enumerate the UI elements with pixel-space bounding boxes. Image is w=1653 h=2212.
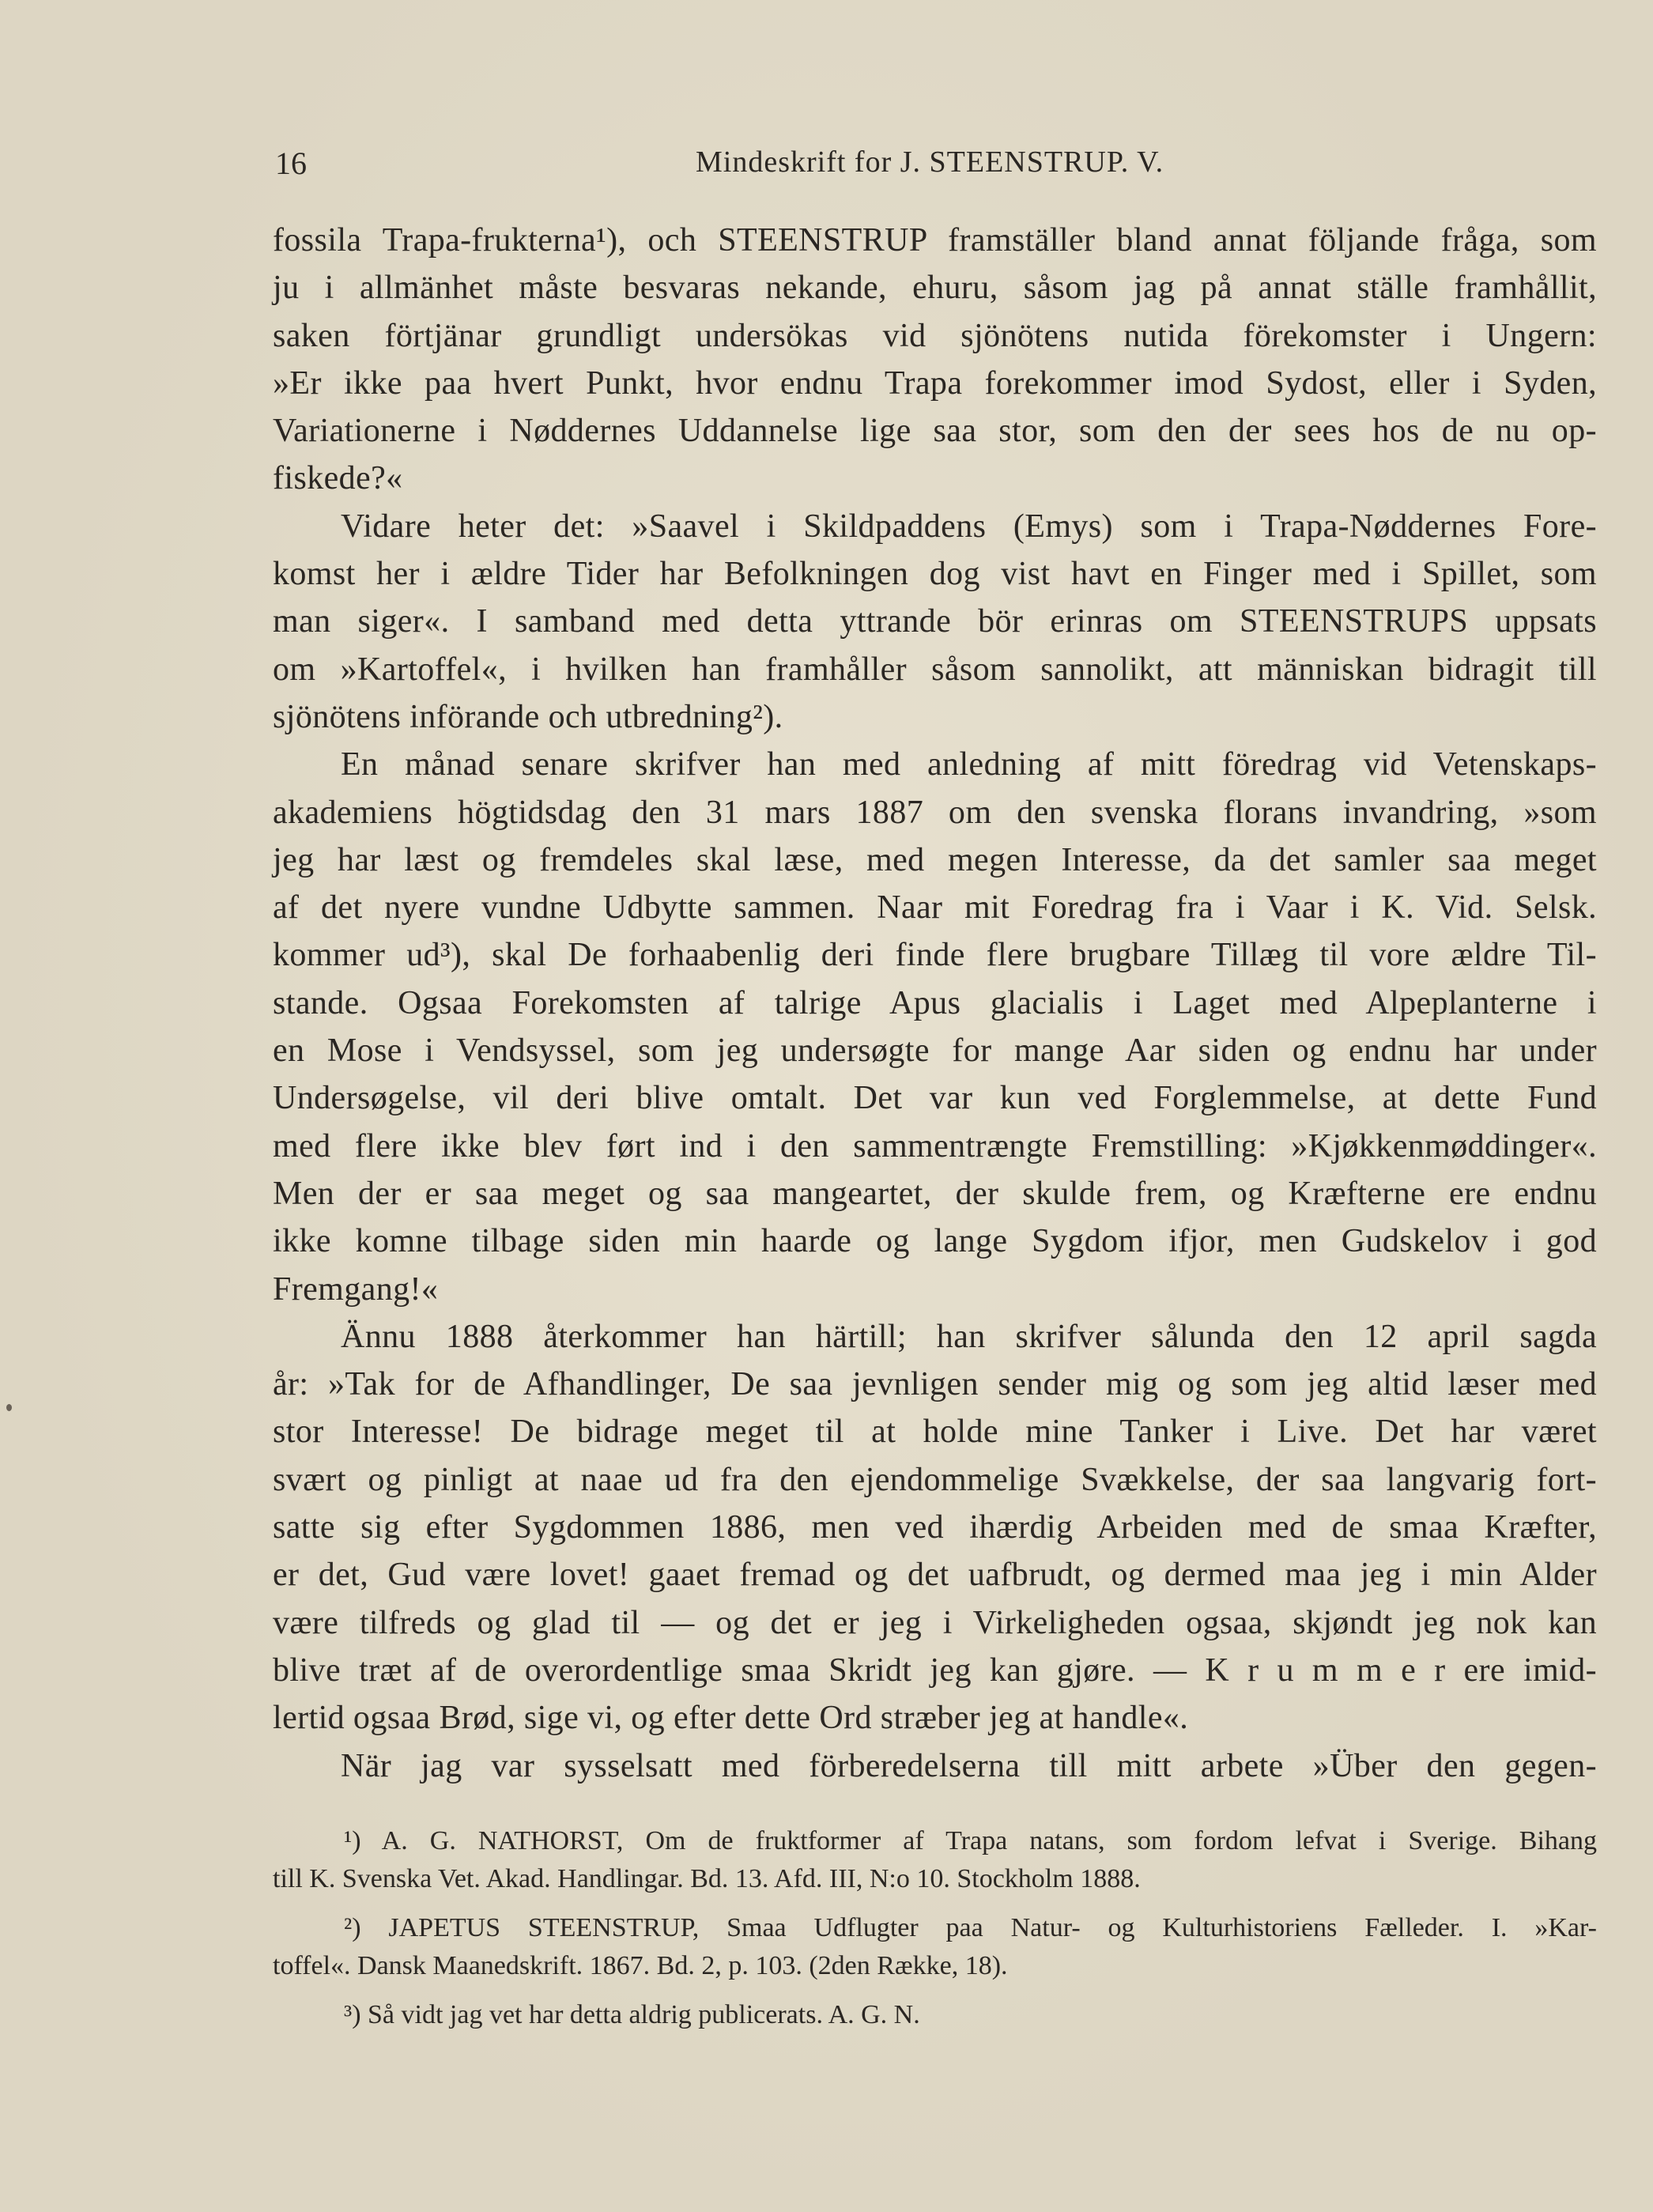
body-line: med flere ikke blev ført ind i den sammentrængte Fremstilling: »Kjøkkenmøddinger«. bbox=[273, 1127, 1597, 1165]
body-line: en Mose i Vendsyssel, som jeg undersøgte for mange Aar siden og endnu har under bbox=[273, 1032, 1597, 1070]
body-line: blive træt af de overordentlige smaa Skridt jeg kan gjøre. — K r u m m e r ere imid- bbox=[273, 1651, 1597, 1689]
body-line: satte sig efter Sygdommen 1886, men ved ihærdig Arbeiden med de smaa Kræfter, bbox=[273, 1509, 1597, 1546]
body-line: »Er ikke paa hvert Punkt, hvor endnu Trapa forekommer imod Sydost, eller i Syden, bbox=[273, 364, 1597, 402]
page-header bbox=[275, 145, 1477, 192]
body-line: om »Kartoffel«, i hvilken han framhåller såsom sannolikt, att människan bidragit till bbox=[273, 651, 1597, 688]
body-line: fossila Trapa-frukterna¹), och STEENSTRUP framställer bland annat följande fråga, som bbox=[273, 222, 1597, 259]
body-line: ikke komne tilbage siden min haarde og lange Sygdom ifjor, men Gudskelov i god bbox=[273, 1223, 1597, 1260]
body-line: Fremgang!« bbox=[273, 1270, 439, 1308]
body-line: ju i allmänhet måste besvaras nekande, ehuru, såsom jag på annat ställe framhållit, bbox=[273, 270, 1597, 307]
body-line: sjönötens införande och utbredning²). bbox=[273, 698, 783, 735]
body-text bbox=[273, 217, 1597, 1790]
body-line: komst her i ældre Tider har Befolkningen dog vist havt en Finger med i Spillet, som bbox=[273, 556, 1597, 593]
body-line: stande. Ogsaa Forekomsten af talrige Apus glacialis i Laget med Alpeplanterne i bbox=[273, 984, 1597, 1021]
body-line: Ännu 1888 återkommer han härtill; han skrifver sålunda den 12 april sagda bbox=[341, 1318, 1597, 1355]
body-line: fiskede?« bbox=[273, 460, 403, 497]
body-line: Vidare heter det: »Saavel i Skildpaddens (Emys) som i Trapa-Nøddernes Fore- bbox=[341, 508, 1597, 545]
running-title: Mindeskrift for J. STEENSTRUP. V. bbox=[696, 145, 1164, 179]
body-line: En månad senare skrifver han med anledning af mitt föredrag vid Vetenskaps- bbox=[341, 746, 1597, 783]
footnote-line: till K. Svenska Vet. Akad. Handlingar. Bd. 13. Afd. III, N:o 10. Stockholm 1888. bbox=[273, 1864, 1141, 1893]
body-line: af det nyere vundne Udbytte sammen. Naar mit Foredrag fra i Vaar i K. Vid. Selsk. bbox=[273, 889, 1597, 927]
footnote-line: ¹) A. G. NATHORST, Om de fruktformer af Trapa natans, som fordom lefvat i Sverige. Bihang bbox=[344, 1826, 1597, 1855]
body-line: år: »Tak for de Afhandlinger, De saa jevnligen sender mig og som jeg altid læser med bbox=[273, 1366, 1597, 1403]
page-number: 16 bbox=[275, 145, 307, 181]
body-line: lertid ogsaa Brød, sige vi, og efter dette Ord stræber jeg at handle«. bbox=[273, 1700, 1189, 1737]
body-line: Men der er saa meget og saa mangeartet, der skulde frem, og Kræfterne ere endnu bbox=[273, 1175, 1597, 1212]
footnote-line: ²) JAPETUS STEENSTRUP, Smaa Udflugter paa Natur- og Kulturhistoriens Fælleder. I. »Kar- bbox=[344, 1913, 1597, 1942]
body-line: Variationerne i Nøddernes Uddannelse lige saa stor, som den der sees hos de nu op- bbox=[273, 413, 1597, 450]
body-line: være tilfreds og glad til — og det er jeg i Virkeligheden ogsaa, skjøndt jeg nok kan bbox=[273, 1604, 1597, 1641]
body-line: När jag var sysselsatt med förberedelserna till mitt arbete »Über den gegen- bbox=[341, 1747, 1597, 1784]
body-line: er det, Gud være lovet! gaaet fremad og det uafbrudt, og dermed maa jeg i min Alder bbox=[273, 1557, 1597, 1594]
body-line: stor Interesse! De bidrage meget til at holde mine Tanker i Live. Det har været bbox=[273, 1414, 1597, 1451]
body-line: akademiens högtidsdag den 31 mars 1887 om den svenska florans invandring, »som bbox=[273, 794, 1597, 831]
footnotes bbox=[273, 1822, 1597, 2034]
paper-speck bbox=[6, 1404, 12, 1411]
body-line: jeg har læst og fremdeles skal læse, med megen Interesse, da det samler saa meget bbox=[273, 841, 1597, 878]
footnote-line: toffel«. Dansk Maanedskrift. 1867. Bd. 2, p. 103. (2den Række, 18). bbox=[273, 1951, 1008, 1980]
body-line: kommer ud³), skal De forhaabenlig deri finde flere brugbare Tillæg til vore ældre Til- bbox=[273, 937, 1597, 974]
body-line: saken förtjänar grundligt undersökas vid sjönötens nutida förekomster i Ungern: bbox=[273, 317, 1597, 354]
footnote-line: ³) Så vidt jag vet har detta aldrig publicerats. A. G. N. bbox=[344, 2000, 920, 2029]
body-line: man siger«. I samband med detta yttrande bör erinras om STEENSTRUPS uppsats bbox=[273, 603, 1597, 640]
body-line: svært og pinligt at naae ud fra den ejendommelige Svækkelse, der saa langvarig fort- bbox=[273, 1461, 1597, 1498]
body-line: Undersøgelse, vil deri blive omtalt. Det var kun ved Forglemmelse, at dette Fund bbox=[273, 1080, 1597, 1117]
